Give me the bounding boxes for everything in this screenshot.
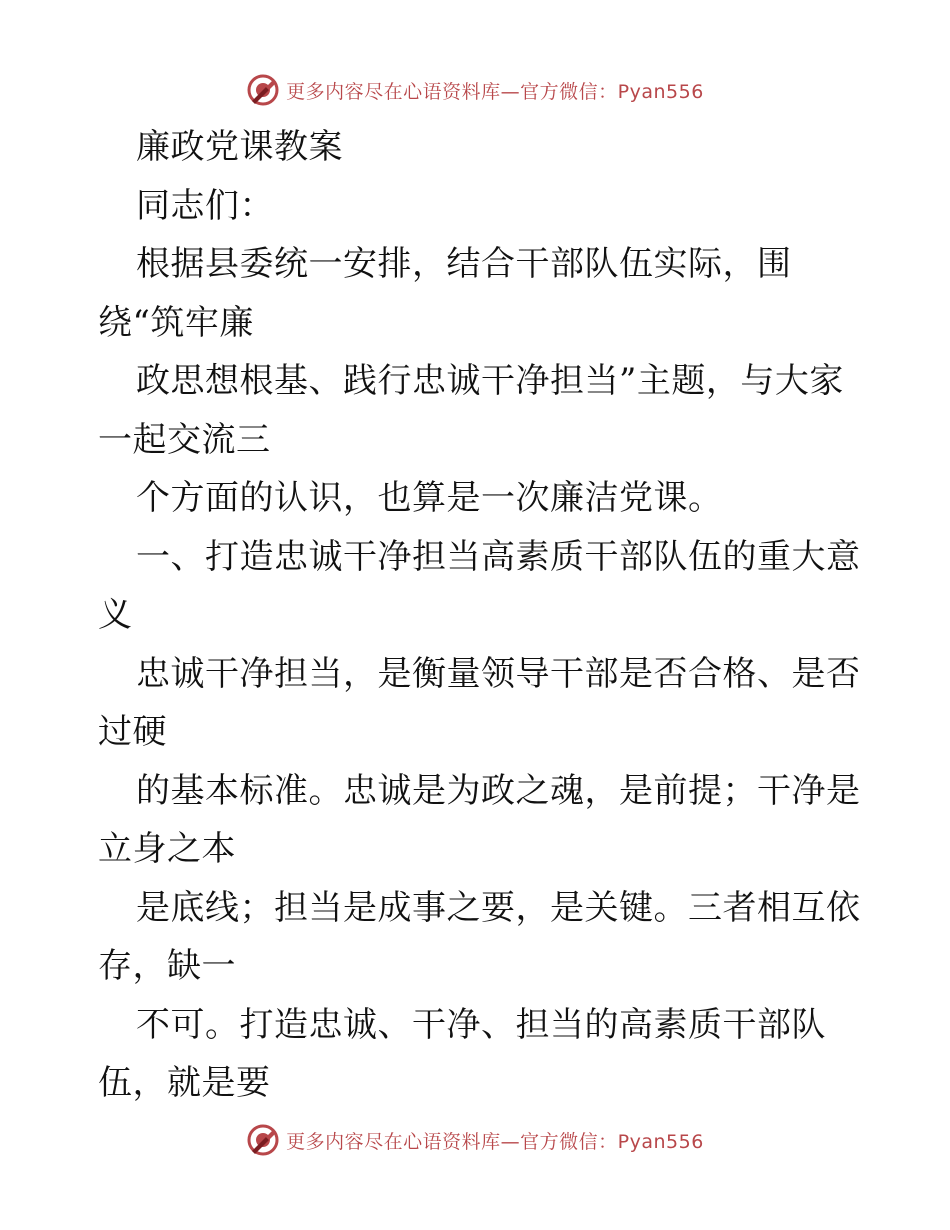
footer-watermark-text: 更多内容尽在心语资料库—官方微信：Pyan556 bbox=[286, 1130, 704, 1153]
text-line: 义 bbox=[98, 595, 133, 635]
text-line: 忠诚干净担当，是衡量领导干部是否合格、是否 bbox=[136, 653, 861, 694]
header-watermark bbox=[0, 70, 950, 110]
text-line: 廉政党课教案 bbox=[136, 127, 343, 167]
header-watermark-text: 更多内容尽在心语资料库—官方微信：Pyan556 bbox=[286, 80, 704, 103]
text-line: 是底线；担当是成事之要，是关键。三者相互依 bbox=[136, 887, 861, 928]
text-line: 不可。打造忠诚、干净、担当的高素质干部队 bbox=[136, 1004, 826, 1045]
footer-watermark bbox=[0, 1120, 950, 1160]
text-line: 政思想根基、践行忠诚干净担当”主题，与大家 bbox=[136, 361, 844, 401]
text-line: 一、打造忠诚干净担当高素质干部队伍的重大意 bbox=[136, 536, 861, 577]
text-line: 同志们： bbox=[136, 185, 274, 226]
text-line: 过硬 bbox=[98, 712, 167, 752]
text-line: 个方面的认识，也算是一次廉洁党课。 bbox=[136, 478, 723, 518]
text-line: 绕“筑牢廉 bbox=[98, 302, 254, 343]
text-line: 立身之本 bbox=[98, 829, 236, 869]
text-line: 存，缺一 bbox=[98, 946, 236, 986]
text-line: 的基本标准。忠诚是为政之魂，是前提；干净是 bbox=[136, 770, 861, 811]
text-line: 根据县委统一安排，结合干部队伍实际，围 bbox=[136, 244, 792, 284]
text-line: 一起交流三 bbox=[98, 419, 271, 460]
text-line: 伍，就是要 bbox=[98, 1063, 271, 1103]
document-body bbox=[98, 118, 861, 1113]
pen-logo-icon bbox=[246, 1123, 280, 1157]
pen-logo-icon bbox=[246, 73, 280, 107]
